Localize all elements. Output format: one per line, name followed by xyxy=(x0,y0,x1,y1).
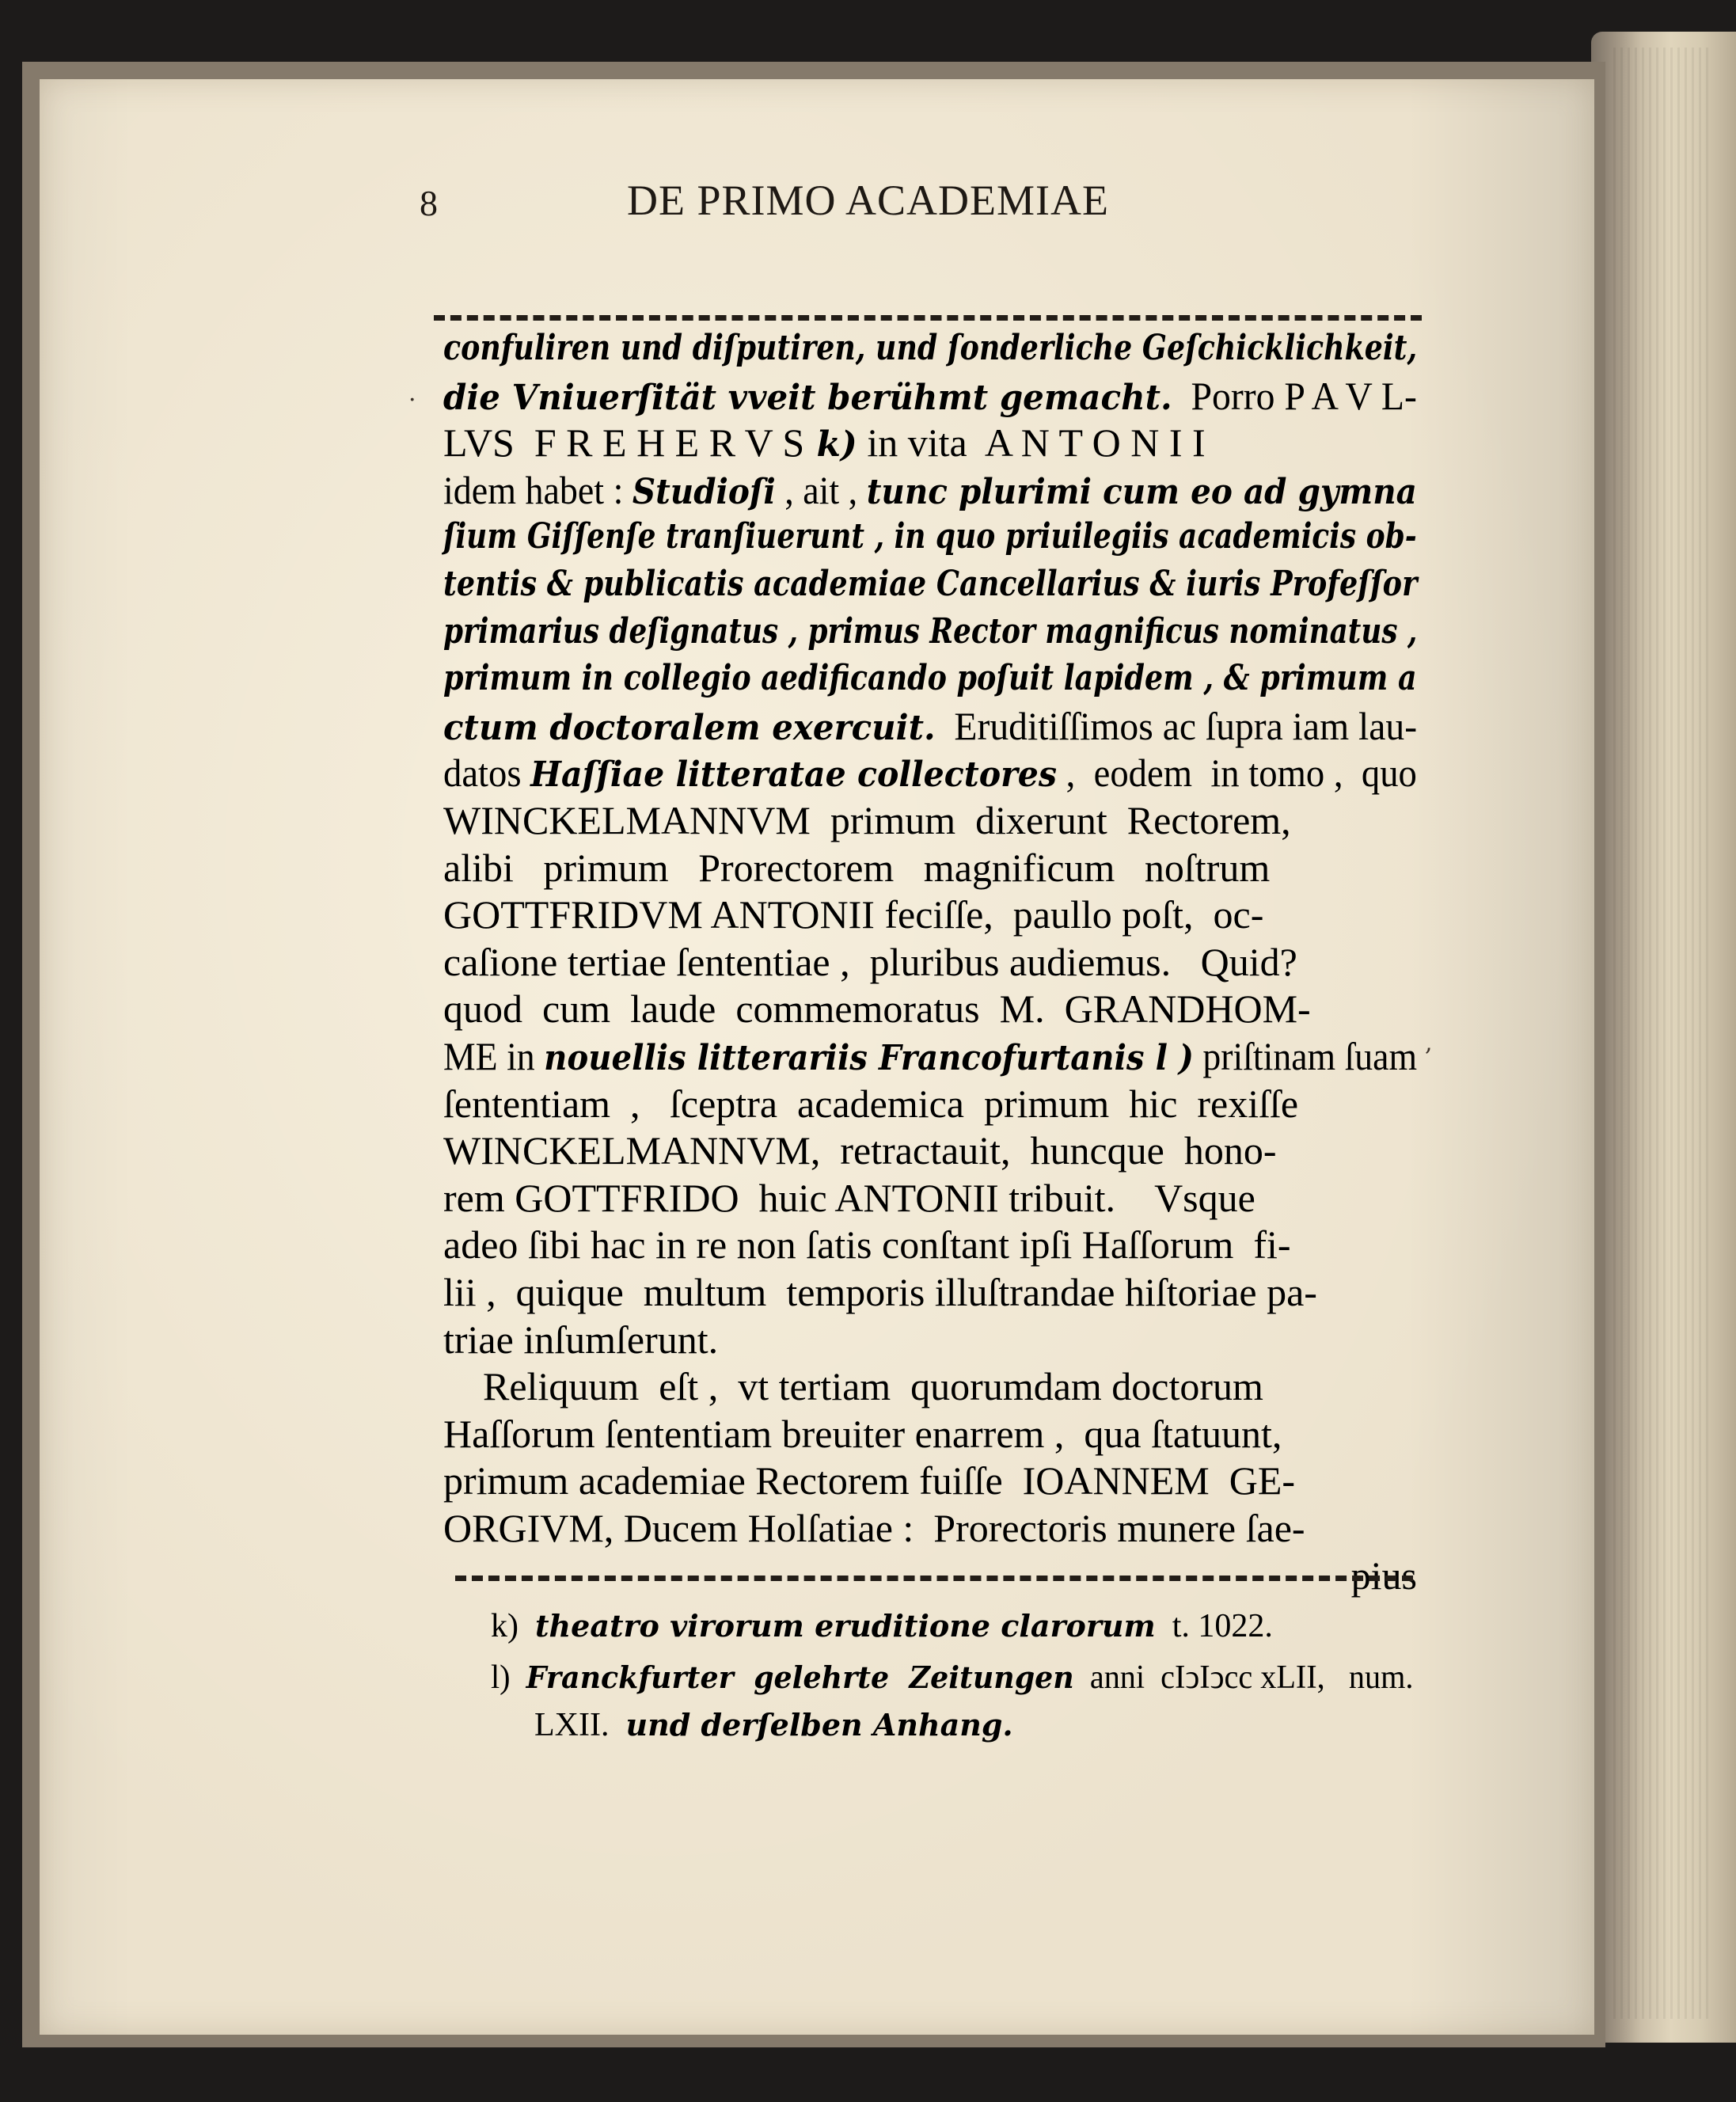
text-span: LVS F R E H E R V S xyxy=(443,420,805,466)
text-span: Porro P A V L- xyxy=(1172,373,1417,418)
text-span: Reliquum eſt , vt tertiam quorumdam doctorum xyxy=(443,1364,1263,1409)
text-span: k) xyxy=(804,424,857,466)
text-line xyxy=(443,985,1417,1032)
text-line xyxy=(443,1457,1417,1504)
text-span: die Vniuerſität vveit berühmt gemacht. xyxy=(443,377,1172,418)
footnote-line xyxy=(534,1706,1013,1744)
text-span: , eodem in tomo , quo xyxy=(1056,751,1417,796)
text-span: GOTTFRIDVM ANTONII feciſſe, paullo poſt, oc- xyxy=(443,892,1264,937)
text-span: ME in xyxy=(443,1034,545,1078)
text-line xyxy=(443,372,1417,422)
text-line xyxy=(443,561,1417,608)
text-span: Haſſorum ſententiam breuiter enarrem , qua ſtatuunt, xyxy=(443,1411,1282,1456)
text-line xyxy=(443,1268,1417,1316)
text-line xyxy=(443,938,1417,986)
footnote-line xyxy=(491,1659,1413,1697)
text-span: adeo ſibi hac in re non ſatis conſtant ipſi Haſſorum fi- xyxy=(443,1222,1291,1268)
footnote-span: l) xyxy=(491,1659,526,1696)
text-line xyxy=(443,1221,1417,1268)
page-title: DE PRIMO ACADEMIAE xyxy=(627,177,1110,224)
text-line xyxy=(443,1032,1417,1082)
text-span: caſione tertiae ſententiae , pluribus audiemus. Quid? xyxy=(443,939,1297,984)
text-span: primarius deſignatus , primus Rector magnificus nominatus , xyxy=(443,610,1418,652)
text-line xyxy=(443,608,1417,656)
text-span: WINCKELMANNVM, retractauit, huncque hono- xyxy=(443,1128,1277,1173)
footnote-span: Franckfurter gelehrte Zeitungen xyxy=(526,1659,1074,1695)
text-line xyxy=(443,1363,1417,1410)
text-span: ſententiam , ſceptra academica primum hic rexiſſe xyxy=(443,1081,1299,1126)
footnote-span: k) xyxy=(491,1608,535,1644)
text-span: confuliren und diſputiren, und ſonderliche Geſchicklichkeit, xyxy=(443,328,1418,368)
page-number: 8 xyxy=(420,183,439,223)
text-line xyxy=(443,1127,1417,1174)
text-span: pius xyxy=(1350,1553,1417,1598)
text-span: ſium Giſſenſe tranſiuerunt , in quo priuilegiis academicis ob- xyxy=(443,516,1417,557)
footnote-line xyxy=(491,1607,1273,1645)
footnote-span: theatro virorum eruditione clarorum xyxy=(535,1608,1156,1644)
text-span: priſtinam ſuam xyxy=(1193,1034,1418,1078)
text-line xyxy=(443,466,1417,516)
footnote-span: und derſelben Anhang. xyxy=(625,1707,1013,1743)
text-span: Studioſi xyxy=(632,471,776,512)
book-edge xyxy=(1591,32,1736,2043)
text-line xyxy=(443,513,1417,561)
footnote-span: LXII. xyxy=(534,1707,626,1743)
footnote-span: anni cIↄIↄcc xLII, num. xyxy=(1073,1659,1414,1696)
text-span: in vita A N T O N I I xyxy=(857,420,1206,466)
text-span: ctum doctoralem exercuit. xyxy=(443,707,936,748)
margin-mark: · xyxy=(408,386,416,414)
text-span: tunc plurimi cum eo ad gymna xyxy=(866,471,1417,512)
text-span: tentis & publicatis academiae Cancellarius & iuris Profeſſor xyxy=(443,564,1418,604)
text-line xyxy=(443,1504,1417,1552)
text-line xyxy=(443,325,1417,372)
text-line xyxy=(443,1316,1417,1363)
text-span: ORGIVM, Ducem Holſatiae : Prorectoris munere ſae- xyxy=(443,1506,1305,1550)
text-line xyxy=(443,1410,1417,1458)
text-span: rem GOTTFRIDO huic ANTONII tribuit. Vsque xyxy=(443,1175,1255,1220)
footnote-rule xyxy=(455,1576,1413,1581)
text-span: quod cum laude commemoratus M. GRANDHOM- xyxy=(443,986,1311,1032)
head-rule xyxy=(434,315,1422,321)
text-line xyxy=(443,844,1417,891)
text-line xyxy=(443,796,1417,844)
margin-mark: , xyxy=(1425,1029,1433,1057)
text-span: primum in collegio aedificando poſuit lapidem , & primum a xyxy=(443,658,1417,699)
text-span: datos xyxy=(443,751,531,796)
text-line xyxy=(443,891,1417,938)
text-span: Eruditiſſimos ac ſupra iam lau- xyxy=(935,703,1418,748)
text-line xyxy=(443,655,1417,702)
text-span: primum academiae Rectorem fuiſſe IOANNEM GE- xyxy=(443,1458,1296,1503)
text-line xyxy=(443,1174,1417,1222)
text-span: alibi primum Prorectorem magnificum noſtrum xyxy=(443,845,1271,890)
text-span: WINCKELMANNVM primum dixerunt Rectorem, xyxy=(443,798,1291,842)
text-line xyxy=(443,749,1417,799)
text-span: idem habet : xyxy=(443,467,632,512)
text-line xyxy=(443,419,1417,469)
text-line xyxy=(443,1080,1417,1127)
text-span: nouellis litterariis Francofurtanis l ) xyxy=(544,1038,1194,1078)
text-span: triae inſumſerunt. xyxy=(443,1317,719,1362)
text-span: Haſſiae litteratae collectores xyxy=(530,755,1057,796)
footnote-span: t. 1022. xyxy=(1155,1608,1273,1644)
text-span: lii , quique multum temporis illuſtrandae hiſtoriae pa- xyxy=(443,1270,1317,1314)
text-line xyxy=(443,702,1417,752)
text-span: , ait , xyxy=(775,467,867,512)
